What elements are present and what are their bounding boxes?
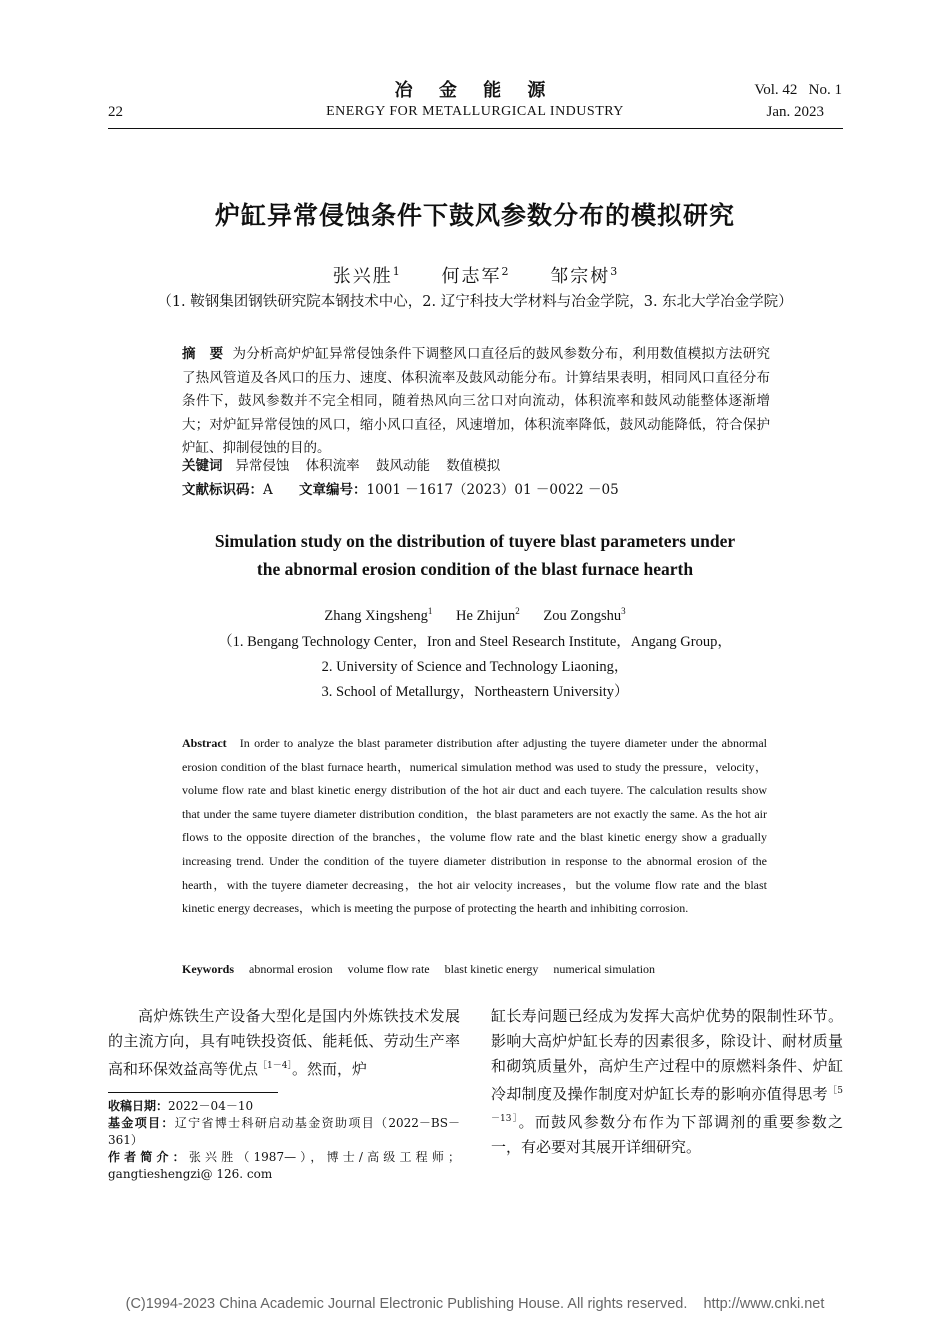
journal-title-en: ENERGY FOR METALLURGICAL INDUSTRY	[326, 104, 624, 119]
author-cn: 邹宗树$^3$	[550, 265, 618, 287]
author-en: He Zhijun$^2$	[456, 606, 520, 624]
document-ids	[182, 479, 770, 503]
keywords-cn-label: 关键词	[182, 458, 223, 474]
keyword: blast kinetic energy	[444, 962, 539, 976]
volume-number: Vol. 42 No. 1	[754, 82, 842, 98]
keywords-en-label: Keywords	[182, 962, 234, 976]
doc-code: A	[263, 482, 273, 498]
body-column-right: 缸长寿问题已经成为发挥大高炉优势的限制性环节。影响大高炉炉缸长寿的因素很多，除设计、耐材质量和砌筑质量外，高炉生产过程中的原燃料条件、炉缸冷却制度及操作制度对炉缸长寿的影响亦值得思考$^{[5-13]}$。而鼓风参数分布作为下部调剂的重要参数之一，有必要对其展开详细研究。	[491, 1007, 843, 1156]
abstract-en-label: Abstract	[182, 736, 227, 750]
footnote-rule	[108, 1092, 278, 1093]
footnote-author: 作者简介：张兴胜（1987—），博士/高级工程师；gangtieshengzi@ 126. com	[108, 1150, 460, 1181]
abstract-en	[182, 732, 767, 921]
footnote-fund: 基金项目：辽宁省博士科研启动基金资助项目（2022－BS－361）	[108, 1116, 460, 1147]
affiliation-cn: （1. 鞍钢集团钢铁研究院本钢技术中心，2. 辽宁科技大学材料与冶金学院，3. 东北大学冶金学院）	[157, 294, 793, 310]
paper-title-en-line: the abnormal erosion condition of the blast furnace hearth	[256, 559, 694, 579]
author-en: Zou Zongshu$^3$	[543, 606, 626, 624]
keyword: 鼓风动能	[375, 458, 430, 474]
keyword: 异常侵蚀	[235, 458, 290, 474]
author-cn: 张兴胜$^1$	[332, 265, 400, 287]
article-no-label: 文章编号：	[299, 482, 367, 498]
authors-en	[0, 606, 950, 625]
keyword: abnormal erosion	[249, 962, 333, 976]
affiliation-en	[0, 630, 950, 705]
affiliation-en-line: （1. Bengang Technology Center，Iron and Steel Research Institute，Angang Group，	[218, 634, 732, 650]
keyword: 数值模拟	[446, 458, 501, 474]
copyright-notice: (C)1994-2023 China Academic Journal Electronic Publishing House. All rights reserved. http://www.cnki.net	[125, 1296, 825, 1312]
abstract-cn-text: 为分析高炉炉缸异常侵蚀条件下调整风口直径后的鼓风参数分布，利用数值模拟方法研究了热风管道及各风口的压力、速度、体积流率及鼓风动能分布。计算结果表明，相同风口直径分布条件下，鼓风参数并不完全相同，随着热风向三岔口对向流动，体积流率和鼓风动能整体逐渐增大；对炉缸异常侵蚀的风口，缩小风口直径，风速增加，体积流率降低，鼓风动能降低，符合保护炉缸、抑制侵蚀的目的。	[182, 346, 771, 456]
keyword: 体积流率	[305, 458, 360, 474]
paper-title-en	[0, 527, 950, 583]
footnotes	[108, 1098, 460, 1183]
paper-title-en-line: Simulation study on the distribution of tuyere blast parameters under	[214, 531, 736, 551]
body-column-left: 高炉炼铁生产设备大型化是国内外炼铁技术发展的主流方向，具有吨铁投资低、能耗低、劳动生产率高和环保效益高等优点$^{[1-4]}$。然而，炉	[108, 1007, 460, 1078]
abstract-cn-label: 摘 要	[182, 346, 224, 362]
abstract-en-text: In order to analyze the blast parameter distribution after adjusting the tuyere diameter under the abnormal erosion condition of the blast furnace hearth，numerical simulation method was used to study the pressure，velocity，volume flow rate and blast kinetic energy distribution of the hot air duct and each tuyere. The calculation results show that under the same tuyere diameter distribution condition，the blast parameters are not exactly the same. As the hot air flows to the opposite direction of the branches，the volume flow rate and the blast kinetic energy show a gradually increasing trend. Under the condition of the tuyere diameter distribution in response to the abnormal erosion of the hearth，with the tuyere diameter decreasing，the hot air velocity increases，but the volume flow rate and the blast kinetic energy decreases，which is meeting the purpose of protecting the hearth and inhibiting corrosion.	[182, 736, 767, 916]
header-rule	[108, 128, 843, 129]
authors-cn	[0, 262, 950, 288]
issue-date: Jan. 2023	[766, 104, 824, 120]
page-number: 22	[108, 104, 123, 120]
citation: ［1－4］	[258, 1061, 292, 1071]
affiliation-en-line: 3. School of Metallurgy，Northeastern University）	[321, 684, 629, 700]
author-en: Zhang Xingsheng$^1$	[324, 606, 433, 624]
author-cn: 何志军$^2$	[441, 265, 509, 287]
footnote-received: 收稿日期：2022－04－10	[108, 1099, 254, 1113]
keyword: volume flow rate	[347, 962, 430, 976]
citation: ［5－13］	[491, 1086, 843, 1124]
keyword: numerical simulation	[553, 962, 656, 976]
paper-title-cn: 炉缸异常侵蚀条件下鼓风参数分布的模拟研究	[214, 201, 735, 230]
abstract-cn	[182, 343, 770, 461]
keywords-en	[182, 958, 655, 982]
article-no: 1001 －1617（2023）01 －0022 －05	[366, 482, 619, 498]
journal-title-cn: 冶 金 能 源	[394, 80, 556, 101]
doc-code-label: 文献标识码：	[182, 482, 263, 498]
affiliation-en-line: 2. University of Science and Technology Liaoning，	[321, 659, 629, 675]
keywords-cn	[182, 455, 770, 479]
